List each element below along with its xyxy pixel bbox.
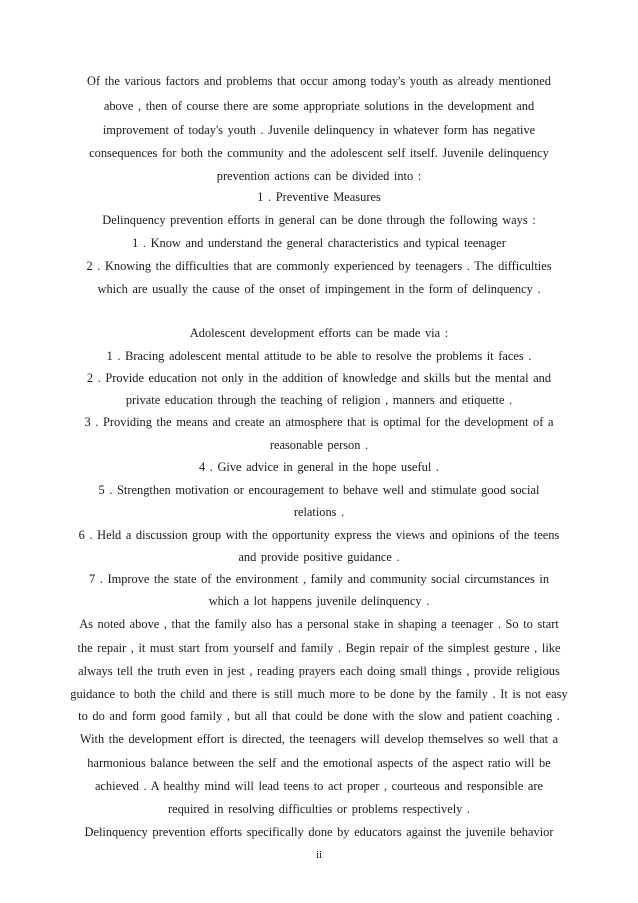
text-line: As noted above , that the family also has a personal stake in shaping a teenager . So to start: [79, 617, 559, 631]
text-line: to do and form good family , but all that could be done with the slow and patient coaching .: [78, 709, 560, 723]
section-heading: 1 . Preventive Measures: [257, 190, 381, 204]
text-line: consequences for both the community and the adolescent self itself. Juvenile delinquency: [89, 146, 549, 160]
text-line: private education through the teaching of religion , manners and etiquette .: [125, 393, 513, 407]
text-line: relations .: [293, 505, 345, 519]
list-item: 4 . Give advice in general in the hope useful .: [198, 460, 440, 474]
list-item: 2 . Provide education not only in the addition of knowledge and skills but the mental and: [86, 371, 552, 385]
text-line: With the development effort is directed, the teenagers will develop themselves so well that a: [79, 732, 559, 746]
list-item: 1 . Know and understand the general characteristics and typical teenager: [132, 236, 506, 250]
list-item: 5 . Strengthen motivation or encouragement to behave well and stimulate good social: [98, 483, 540, 497]
page-number: ii: [315, 849, 323, 861]
list-item: 2 . Knowing the difficulties that are commonly experienced by teenagers . The difficulties: [86, 259, 552, 273]
text-line: guidance to both the child and there is still much more to be done by the family . It is not easy: [70, 687, 568, 701]
text-line: reasonable person .: [269, 438, 369, 452]
text-line: improvement of today's youth . Juvenile delinquency in whatever form has negative: [102, 123, 536, 137]
text-line: always tell the truth even in jest , reading prayers each doing small things , provide religious: [78, 664, 560, 678]
text-line: required in resolving difficulties or problems respectively .: [167, 802, 471, 816]
text-line: Adolescent development efforts can be made via :: [189, 326, 449, 340]
text-line: which a lot happens juvenile delinquency .: [208, 594, 430, 608]
list-item: 7 . Improve the state of the environment , family and community social circumstances in: [88, 572, 550, 586]
text-line: Delinquency prevention efforts in general can be done through the following ways :: [102, 213, 536, 227]
text-line: which are usually the cause of the onset of impingement in the form of delinquency .: [97, 282, 541, 296]
text-line: achieved . A healthy mind will lead teens to act proper , courteous and responsible are: [94, 779, 544, 793]
text-line: the repair , it must start from yourself and family . Begin repair of the simplest gesture , like: [77, 641, 561, 655]
text-line: harmonious balance between the self and the emotional aspects of the aspect ratio will be: [87, 756, 551, 770]
text-line: prevention actions can be divided into :: [216, 169, 422, 183]
text-line: Of the various factors and problems that occur among today's youth as already mentioned: [87, 74, 551, 88]
text-line: above , then of course there are some appropriate solutions in the development and: [103, 99, 535, 113]
text-line: Delinquency prevention efforts specifically done by educators against the juvenile behavior: [84, 825, 554, 839]
list-item: 1 . Bracing adolescent mental attitude to be able to resolve the problems it faces .: [106, 349, 532, 363]
list-item: 3 . Providing the means and create an atmosphere that is optimal for the development of a: [84, 415, 554, 429]
text-line: and provide positive guidance .: [238, 550, 400, 564]
list-item: 6 . Held a discussion group with the opportunity express the views and opinions of the teens: [78, 528, 560, 542]
